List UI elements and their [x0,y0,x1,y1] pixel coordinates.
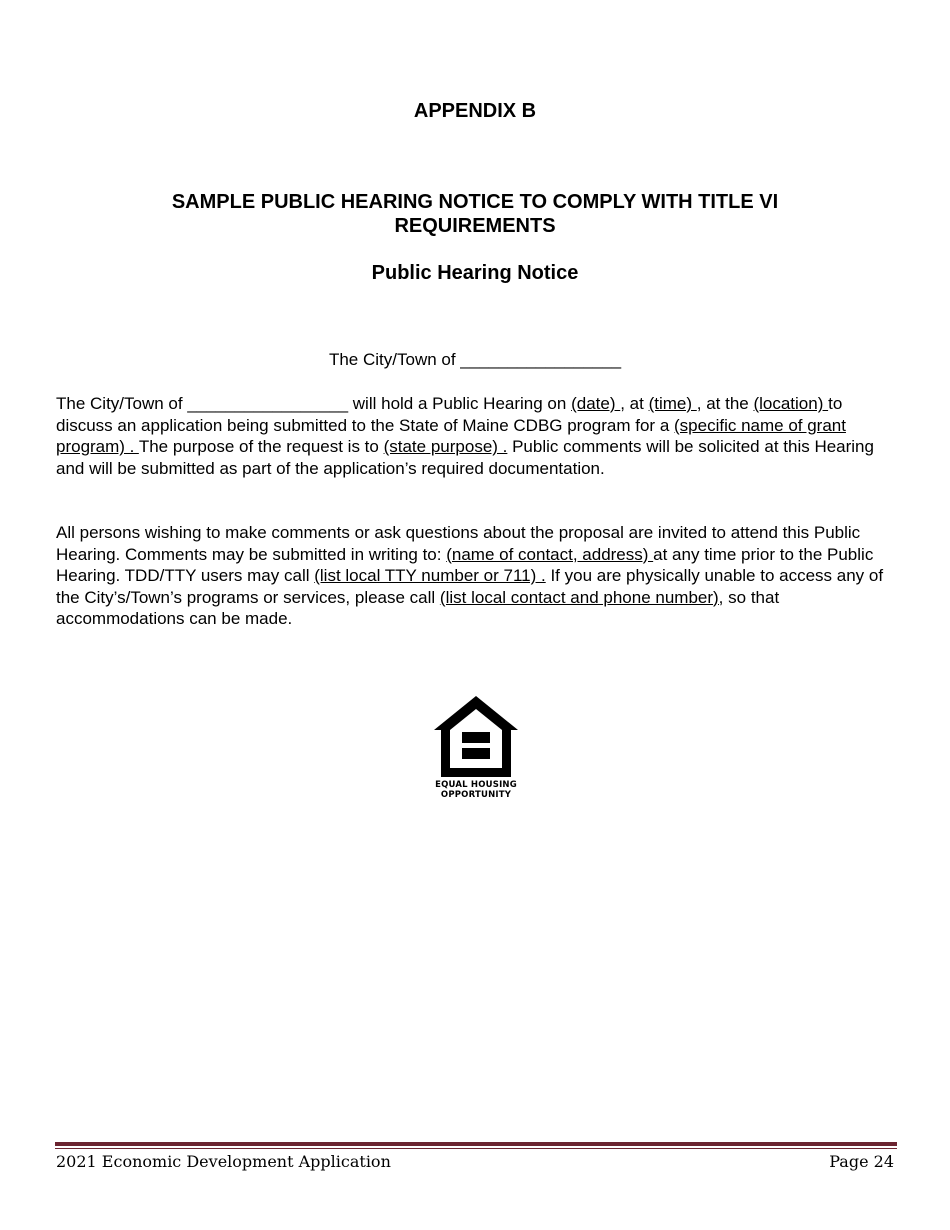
city-town-line: The City/Town of _________________ [328,350,622,369]
paragraph-text: If you are physically unable to access any of the City’s/Town’s programs or services, please call [56,566,884,607]
footer-divider [55,1142,897,1146]
paragraph-text: The City/Town of _________________ will hold a Public Hearing on [56,394,572,413]
paragraph-text: so that accommodations can be made. [56,587,780,628]
comments-paragraph [56,522,898,630]
paragraph-text: , at the [696,394,754,413]
tty-placeholder: (list local TTY number or 711) . [314,566,546,585]
paragraph-text: All persons wishing to make comments or ask questions about the proposal are invited to attend this Public Hearing. Comments may be submitted in writing to: [56,523,861,564]
program-placeholder: (specific name of grant program) . [56,415,846,456]
logo-text-line2: OPPORTUNITY [440,790,512,800]
page-title: SAMPLE PUBLIC HEARING NOTICE TO COMPLY WITH TITLE VI REQUIREMENTS [171,191,779,237]
location-placeholder: (location) [753,394,829,413]
paragraph-text: The purpose of the request is to [138,437,384,456]
paragraph-text: to discuss an application being submitted to the State of Maine CDBG program for a [56,394,843,435]
paragraph-text: at any time prior to the Public Hearing. TDD/TTY users may call [56,544,874,585]
time-placeholder: (time) [648,394,697,413]
paragraph-text: , at [620,394,649,413]
paragraph-text: Public comments will be solicited at this Hearing and will be submitted as part of the application’s required documentation. [56,437,874,478]
notice-subtitle: Public Hearing Notice [371,262,579,284]
purpose-placeholder: (state purpose) . [383,437,508,456]
footer-document-title: 2021 Economic Development Application [56,1152,391,1171]
contact-placeholder: (name of contact, address) [446,544,654,564]
equal-housing-house-icon [432,694,520,778]
phone-placeholder: (list local contact and phone number), [439,587,724,607]
hearing-paragraph [56,393,898,479]
footer-page-number: Page 24 [829,1152,894,1171]
date-placeholder: (date) [571,394,621,413]
logo-text-line1: EQUAL HOUSING [435,780,517,790]
equal-housing-logo [432,694,520,804]
footer-divider-thin [55,1148,897,1149]
appendix-heading: APPENDIX B [413,100,537,122]
